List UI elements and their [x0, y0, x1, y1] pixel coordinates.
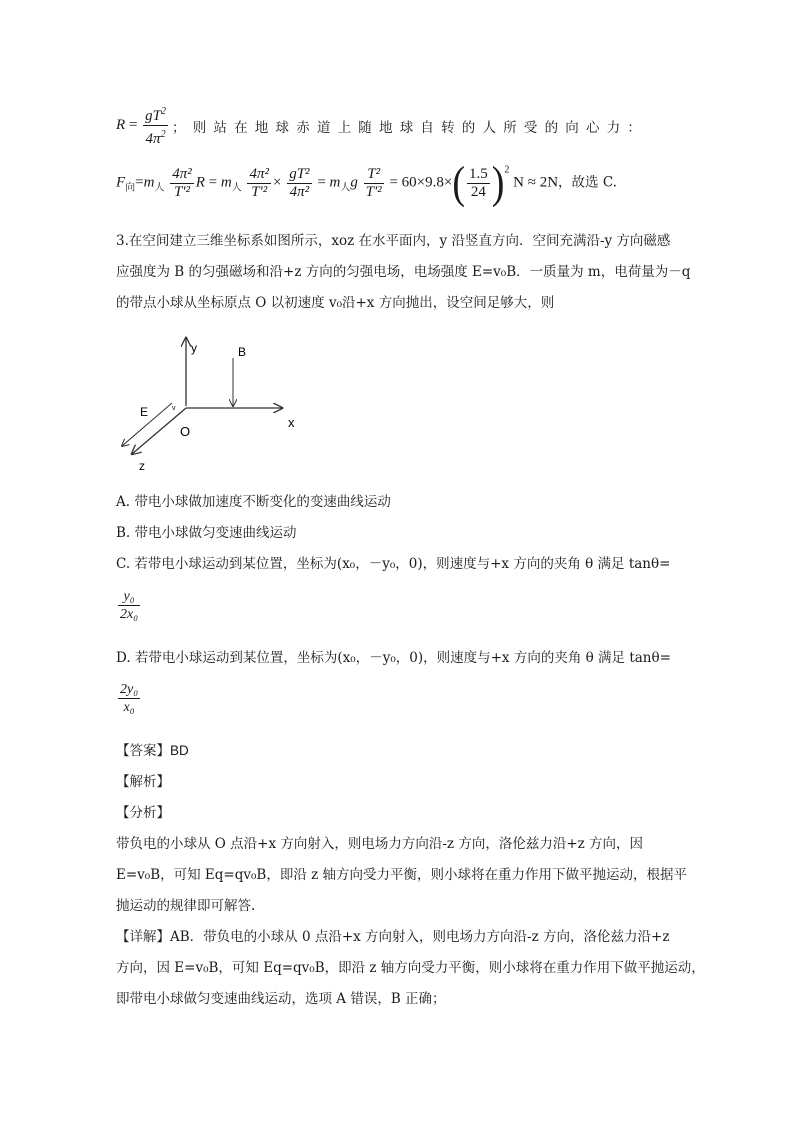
fraction-gT2-over-4pi2: $\frac{gT^2}{4\pi^2}$: [143, 103, 168, 148]
label-v0: v: [172, 405, 176, 412]
fraction-2: $\frac{\text{4π²}}{\text{T'²}}$: [249, 165, 269, 200]
label-z: z: [139, 459, 145, 473]
answer-line: [116, 739, 189, 759]
option-c: C. 若带电小球运动到某位置，坐标为(x₀，－y₀，0)，则速度与+x 方向的夹角 θ 满足 tanθ=: [116, 556, 671, 572]
fraction-3: $\frac{\text{gT²}}{\text{4π²}}$: [289, 165, 310, 200]
fraction-4: $\frac{\text{T²}}{\text{T'²}}$: [365, 165, 382, 200]
option-b: B. 带电小球做匀变速曲线运动: [116, 525, 297, 541]
jiexi-heading: 【解析】: [116, 774, 170, 790]
xiangjie-line-2: 方向，因 E=v₀B，可知 Eq=qv₀B，即沿 z 轴方向受力平衡，则小球将在重力作用下做平抛运动，: [116, 960, 705, 976]
fraction-5: $\frac{1.5}{24}$: [468, 165, 488, 200]
xiangjie-line-1: 【详解】AB．带负电的小球从 0 点沿+x 方向射入，则电场力方向沿-z 方向，洛伦兹力沿+z: [116, 929, 670, 945]
formula-centripetal-force: $F_向=m_人$ $\frac{\text{4π²}}{\text{T'²}}$ $R = m_人$ $\frac{\text{4π²}}{\text{T'²}}$ × $\frac{\text{gT²}}{\text{4π²}}$ = $m_人g$ $\frac{\text{T²}}{\text{T'²}}$ = 60×9.8×( $\frac{1.5}{24}$ )$^2$ N ≈ 2N，故选 C.: [116, 157, 617, 209]
xiangjie-line-3: 即带电小球做匀变速曲线运动，选项 A 错误，B 正确；: [116, 991, 446, 1007]
coordinate-axes-diagram: [112, 328, 312, 473]
formula-radius: R = $\frac{gT^2}{4\pi^2}$: [116, 103, 170, 148]
fenxi-line-3: 抛运动的规律即可解答.: [116, 898, 256, 914]
option-a: A. 带电小球做加速度不断变化的变速曲线运动: [116, 494, 391, 510]
label-E: E: [140, 405, 149, 419]
label-y: y: [191, 341, 197, 355]
label-B: B: [238, 345, 247, 359]
option-d-fraction: $\frac{\text{2y₀}}{\text{x₀}}$: [120, 682, 139, 715]
label-x: x: [288, 415, 295, 430]
option-d: D. 若带电小球运动到某位置，坐标为(x₀，－y₀，0)，则速度与+x 方向的夹角 θ 满足 tanθ=: [116, 650, 671, 666]
coordinate-figure: [112, 328, 312, 473]
centripetal-intro-text: ；则站在地球赤道上随地球自转的人所受的向心力：: [172, 120, 649, 136]
label-O: O: [180, 424, 191, 439]
fenxi-line-2: E=v₀B，可知 Eq=qv₀B，即沿 z 轴方向受力平衡，则小球将在重力作用下做平抛运动，根据平: [116, 867, 688, 883]
option-c-fraction: $\frac{\text{y₀}}{\text{2x₀}}$: [120, 589, 139, 622]
fraction-1: $\frac{\text{4π²}}{\text{T'²}}$: [172, 165, 192, 200]
question-stem-line-2: 应强度为 B 的匀强磁场和沿+z 方向的匀强电场，电场强度 E=v₀B．一质量为 m，电荷量为－q: [116, 264, 691, 280]
question-stem-line-1: 3.在空间建立三维坐标系如图所示，xoz 在水平面内，y 沿竖直方向．空间充满沿-y 方向磁感: [116, 233, 671, 249]
fenxi-heading: 【分析】: [116, 805, 170, 821]
question-stem-line-3: 的带点小球从坐标原点 O 以初速度 v₀沿+x 方向抛出，设空间足够大，则: [116, 295, 555, 311]
fenxi-line-1: 带负电的小球从 O 点沿+x 方向射入，则电场力方向沿-z 方向，洛伦兹力沿+z 方向，因: [116, 836, 644, 852]
answer-label: 【答案】: [116, 743, 170, 759]
answer-value: BD: [170, 743, 189, 758]
